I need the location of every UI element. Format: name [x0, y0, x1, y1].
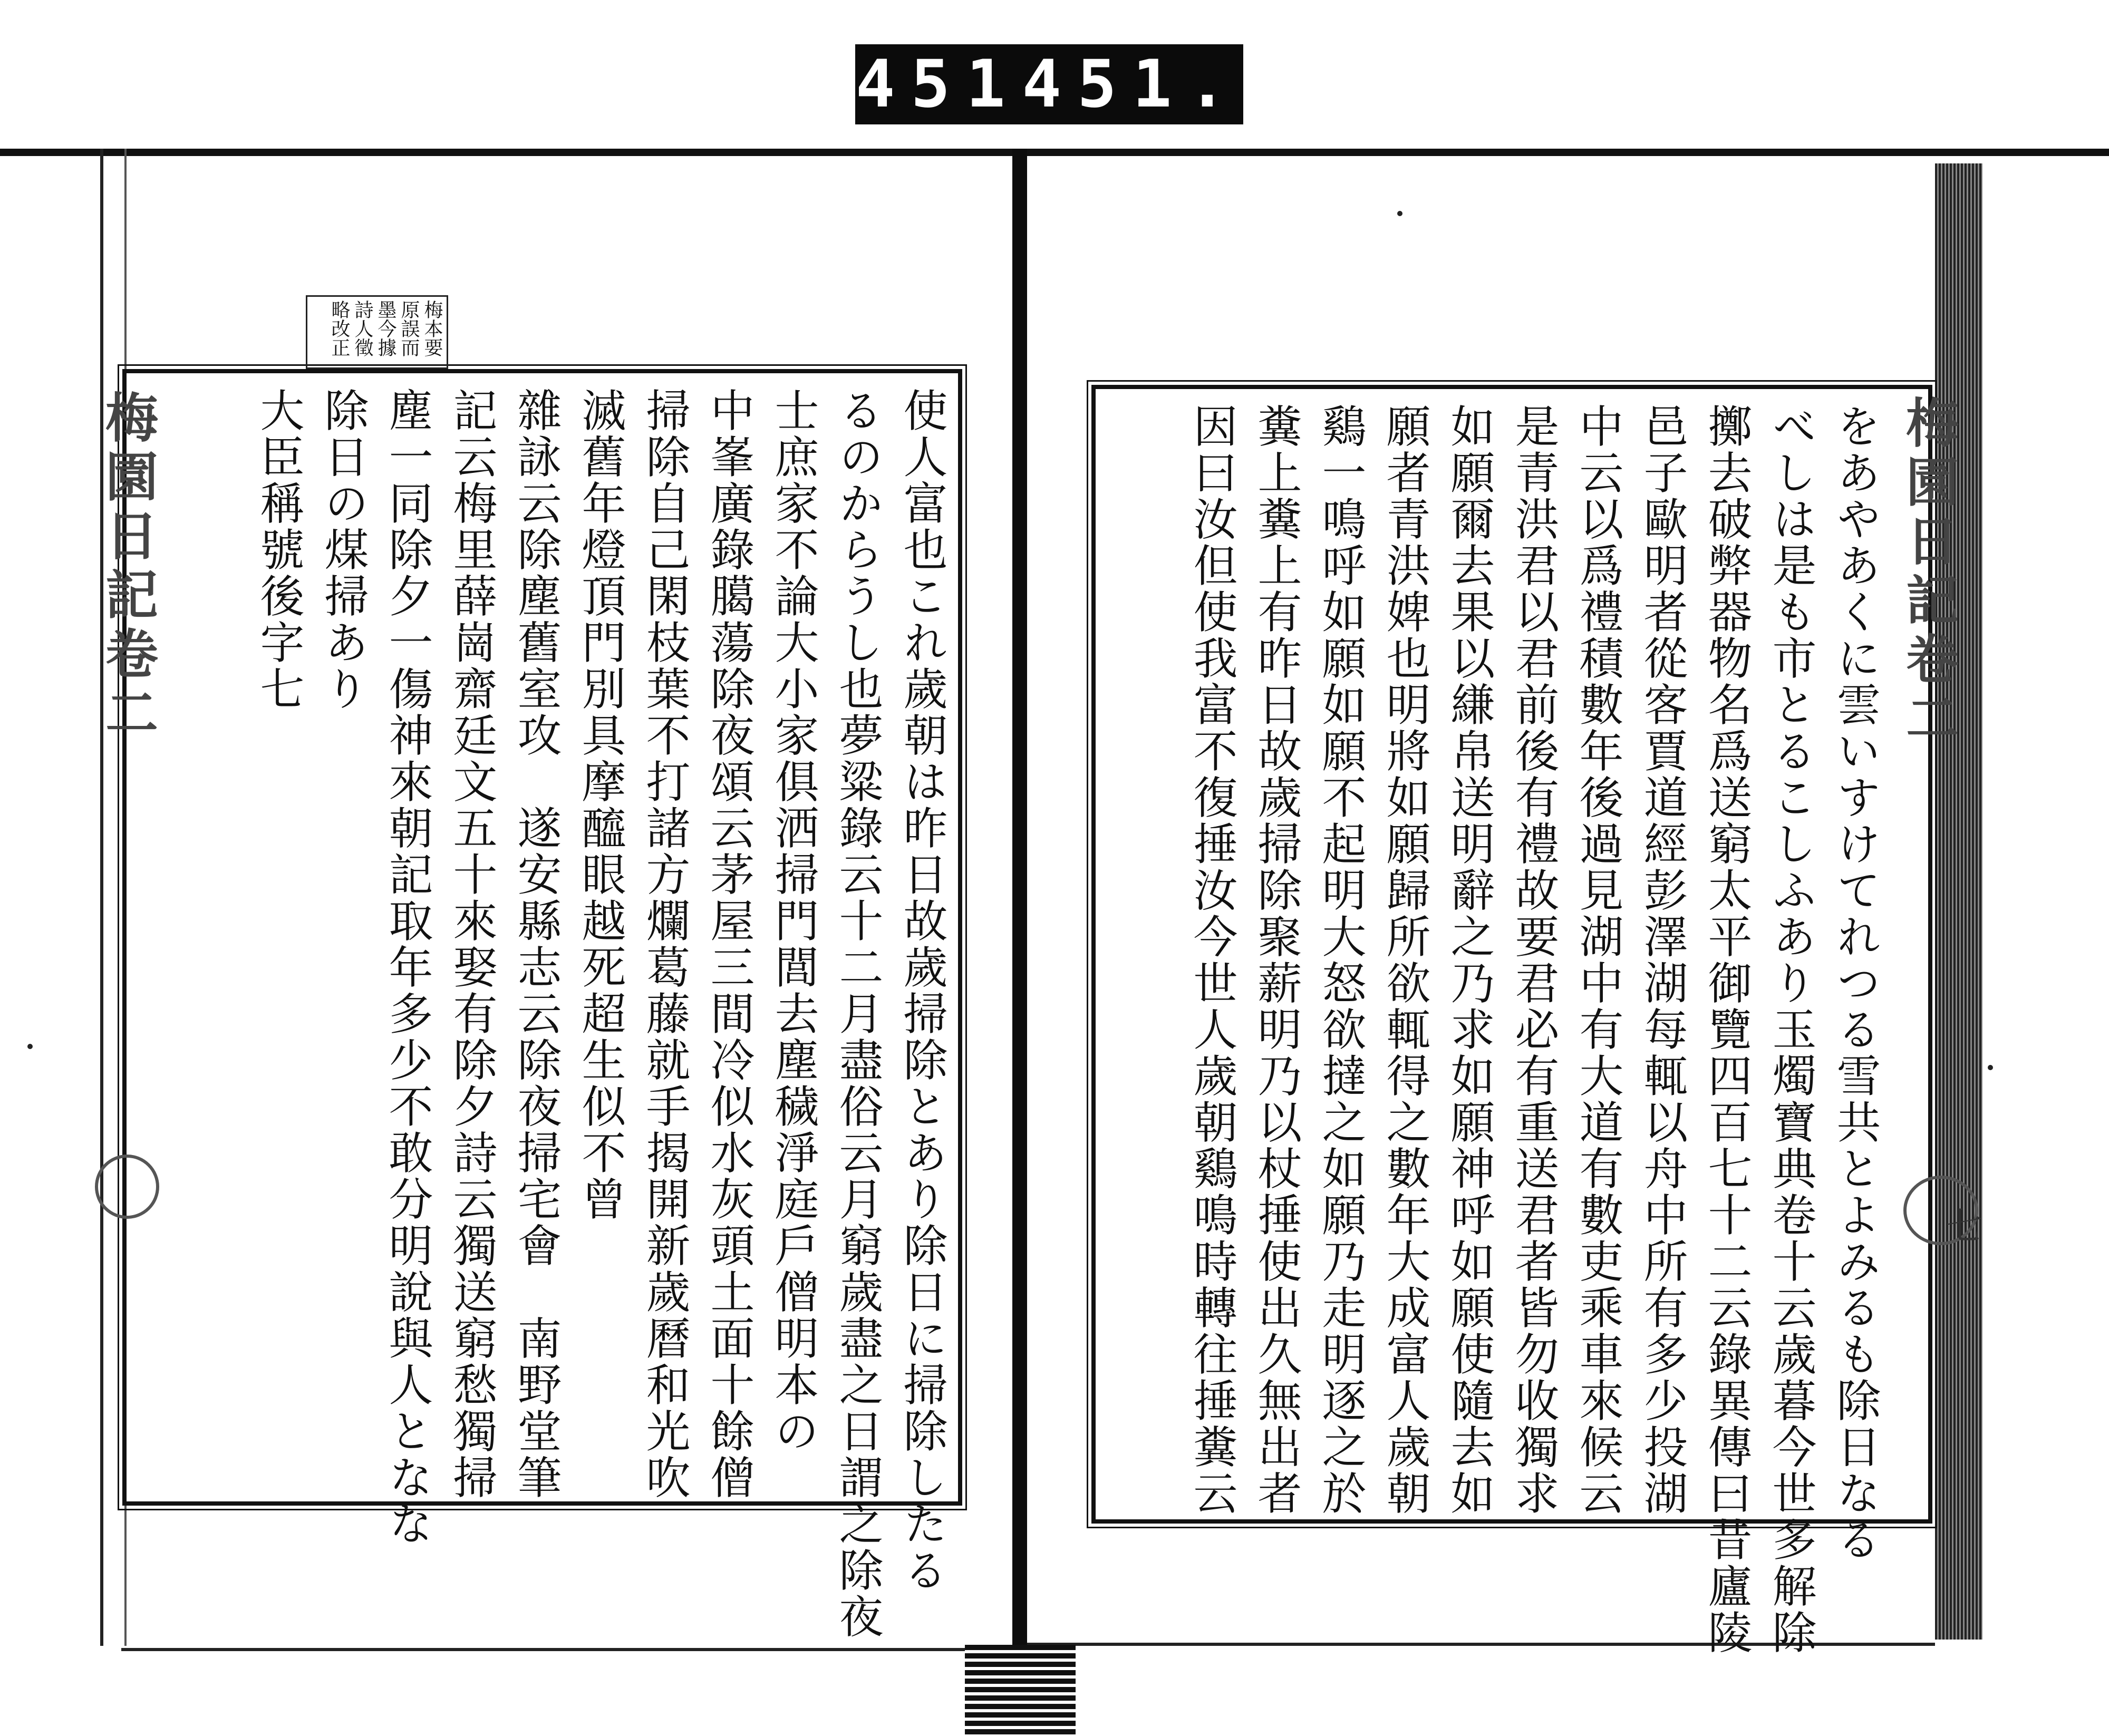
text-column: 大臣稱號後字七: [253, 387, 305, 712]
right-hanshin-title: 梅園日記卷二: [1897, 395, 1959, 750]
text-column: べしは是も市とるこしふあり玉燭寶典卷十云歲暮今世多解除: [1765, 403, 1817, 1656]
scan-speck: [27, 1044, 33, 1049]
text-column: 擲去破弊器物名爲送窮太平御覽四百七十二云錄異傳曰昔廬陵: [1701, 403, 1753, 1656]
text-column: 邑子歐明者從客賈道經彭澤湖每輒以舟中所有多少投湖: [1637, 403, 1688, 1517]
text-column: 塵一同除夕一傷神來朝記取年多少不敢分明說與人となな: [382, 387, 433, 1547]
left-fishtail-mark: [95, 1155, 159, 1219]
note-line: 梅本要: [421, 300, 443, 357]
folio-number: 七: [1946, 1205, 1982, 1248]
note-line: 墨今據: [375, 300, 396, 357]
text-column: 中峯廣錄臈蕩除夜頌云茅屋三間冷似水灰頭土面十餘僧: [703, 387, 755, 1501]
top-rule: [0, 149, 2109, 156]
text-column: 是青洪君以君前後有禮故要君必有重送君者皆勿收獨求: [1508, 403, 1560, 1517]
archive-number-left: 451: [855, 46, 1021, 122]
left-hanshin-title: 梅園日記卷二: [96, 390, 159, 744]
text-column: をあやあくに雲いすけてれつる雪共とよみるも除日なる: [1830, 403, 1881, 1563]
text-column: 除日の煤掃あり: [317, 387, 369, 712]
right-page-text: [1107, 403, 1888, 1656]
note-line: 詩人徵: [352, 300, 373, 357]
archive-number-right: 451.: [1022, 46, 1243, 122]
note-line: 略改正: [328, 300, 350, 357]
text-column: 士庶家不論大小家俱洒掃門閭去塵穢淨庭戶僧明本の: [768, 387, 819, 1454]
text-column: 願者青洪婢也明將如願歸所欲輒得之數年大成富人歲朝: [1379, 403, 1431, 1517]
spine-base: [965, 1645, 1076, 1736]
text-column: 糞上糞上有昨日故歲掃除聚薪明乃以杖捶使出久無出者: [1251, 403, 1302, 1517]
text-column: るのからうし也夢粱錄云十二月盡俗云月窮歲盡之日謂之除夜: [832, 387, 884, 1640]
text-column: 記云梅里薛崗齋廷文五十來娶有除夕詩云獨送窮愁獨掃: [446, 387, 498, 1501]
text-column: 中云以爲禮積數年後過見湖中有大道有數吏乘車來候云: [1572, 403, 1624, 1517]
text-column: 滅舊年燈頂門別具摩醯眼越死超生似不曾: [575, 387, 626, 1223]
left-page-text: [221, 387, 954, 1640]
note-line: 原誤而: [398, 300, 420, 357]
archive-number-label: [855, 44, 1243, 124]
text-column: 雜詠云除塵舊室攻 遂安縣志云除夜掃宅會 南野堂筆: [510, 387, 562, 1501]
scan-speck: [1988, 1065, 1993, 1070]
text-column: 鷄一鳴呼如願如願不起明大怒欲撻之如願乃走明逐之於: [1315, 403, 1367, 1517]
text-column: 掃除自己閑枝葉不打諸方爛葛藤就手揭開新歲曆和光吹: [639, 387, 691, 1501]
text-column: 因曰汝但使我富不復捶汝今世人歲朝鷄鳴時轉往捶糞云: [1186, 403, 1238, 1517]
text-column: 使人富也これ歲朝は昨日故歲掃除とあり除日に掃除したる: [896, 387, 948, 1594]
text-column: 如願爾去果以縑帛送明辭之乃求如願神呼如願使隨去如: [1444, 403, 1495, 1517]
header-correction-note: [306, 295, 448, 369]
right-book-edge: [1935, 163, 1982, 1640]
book-spine: [1012, 149, 1027, 1646]
scan-speck: [1397, 211, 1402, 216]
